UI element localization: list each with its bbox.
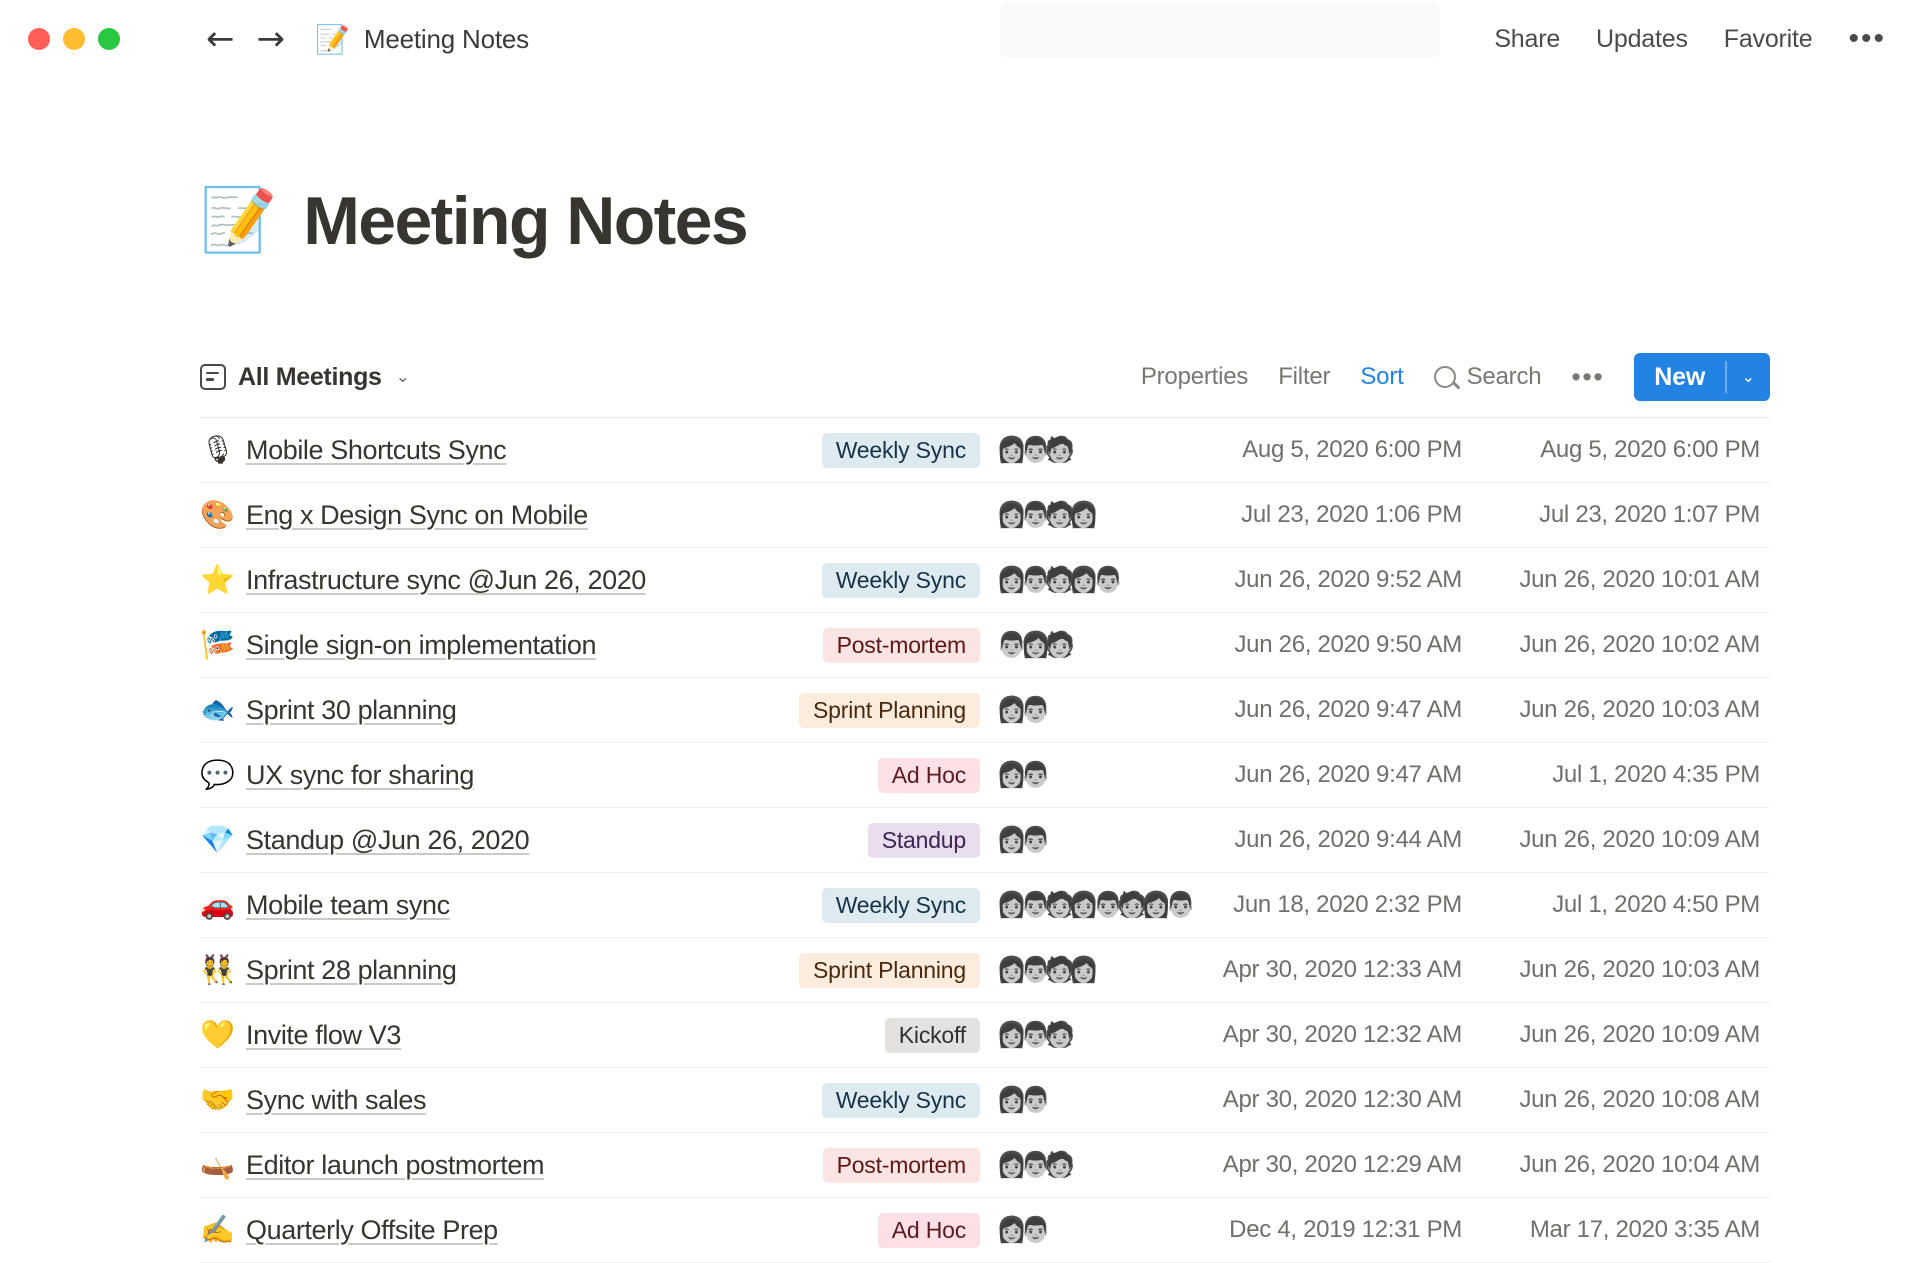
table-row[interactable]: [200, 938, 1770, 1003]
row-emoji-icon: 💬: [200, 759, 235, 791]
row-people-cell[interactable]: [990, 565, 1190, 594]
table-row[interactable]: [200, 743, 1770, 808]
avatar: 👨: [1020, 500, 1052, 529]
table-row[interactable]: [200, 483, 1770, 548]
view-tab-all-meetings[interactable]: [200, 363, 410, 392]
row-title-link[interactable]: Eng x Design Sync on Mobile: [246, 499, 588, 530]
row-created-date: Aug 5, 2020 6:00 PM: [1242, 436, 1462, 464]
avatar: 👨: [1020, 1150, 1052, 1179]
avatar: 🧑: [1044, 1020, 1076, 1049]
avatar: 👩: [1068, 955, 1100, 984]
row-created-date: Jun 26, 2020 9:50 AM: [1234, 631, 1462, 659]
titlebar-actions: [1494, 22, 1886, 56]
status-badge[interactable]: Sprint Planning: [799, 693, 980, 728]
search-label: Search: [1466, 363, 1542, 391]
close-window-button[interactable]: [28, 28, 50, 50]
avatar: 👩: [1068, 890, 1100, 919]
new-button-chevron-down-icon[interactable]: ⌄: [1741, 369, 1755, 387]
avatar: 👩: [1068, 500, 1100, 529]
row-emoji-icon: 🤝: [200, 1084, 235, 1116]
avatar: 🧑: [1044, 565, 1076, 594]
avatar: 👨: [1020, 955, 1052, 984]
avatar: 👨: [1020, 695, 1052, 724]
row-title-link[interactable]: Infrastructure sync @Jun 26, 2020: [246, 564, 646, 595]
ghost-artifact: [1000, 4, 1440, 58]
avatar: 👩: [996, 1215, 1028, 1244]
table-row[interactable]: [200, 1003, 1770, 1068]
avatar: 👩: [996, 565, 1028, 594]
maximize-window-button[interactable]: [98, 28, 120, 50]
forward-arrow-icon[interactable]: →: [256, 19, 285, 59]
row-people-cell[interactable]: [990, 955, 1190, 984]
row-tag-cell: [690, 1213, 990, 1248]
row-edited-date: Jun 26, 2020 10:01 AM: [1519, 566, 1760, 594]
list-view-icon: [200, 364, 226, 390]
search-icon: [1434, 366, 1456, 388]
row-tag-cell: [690, 563, 990, 598]
avatar: 👨: [1020, 825, 1052, 854]
row-emoji-icon: ⭐: [200, 564, 235, 596]
row-people-cell[interactable]: [990, 630, 1190, 659]
row-edited-date: Jun 26, 2020 10:04 AM: [1519, 1151, 1760, 1179]
page-emoji-icon[interactable]: 📝: [200, 185, 278, 255]
avatar: 👩: [1068, 565, 1100, 594]
avatar: 👩: [996, 955, 1028, 984]
sidebar-toggle-icon[interactable]: [146, 24, 180, 54]
row-tag-cell: [690, 758, 990, 793]
avatar: 🧑: [1044, 500, 1076, 529]
row-edited-date: Jun 26, 2020 10:03 AM: [1519, 696, 1760, 724]
row-people-cell[interactable]: [990, 825, 1190, 854]
row-people-cell[interactable]: [990, 695, 1190, 724]
row-tag-cell: [690, 628, 990, 663]
row-tag-cell: [690, 693, 990, 728]
row-title-link[interactable]: Sprint 30 planning: [246, 694, 457, 725]
row-people-cell[interactable]: [990, 1215, 1190, 1244]
page-content: [0, 78, 1920, 1263]
avatar: 👨: [1164, 890, 1197, 919]
table-row[interactable]: [200, 418, 1770, 483]
row-emoji-icon: 🎏: [200, 629, 235, 661]
back-arrow-icon[interactable]: ←: [206, 19, 235, 59]
row-people-cell[interactable]: [990, 890, 1197, 919]
table-row[interactable]: [200, 548, 1770, 613]
row-people-cell[interactable]: [990, 1085, 1190, 1114]
status-badge[interactable]: Weekly Sync: [822, 1083, 980, 1118]
row-people-cell[interactable]: [990, 1020, 1190, 1049]
window-titlebar: [0, 0, 1920, 78]
row-edited-date: Jul 1, 2020 4:35 PM: [1552, 761, 1760, 789]
row-title-link[interactable]: Editor launch postmortem: [246, 1149, 545, 1180]
row-tag-cell: [690, 888, 990, 923]
page-header: [0, 78, 1920, 305]
view-tab-label: All Meetings: [238, 362, 382, 391]
row-title-link[interactable]: Mobile Shortcuts Sync: [246, 434, 507, 465]
minimize-window-button[interactable]: [63, 28, 85, 50]
favorite-button[interactable]: Favorite: [1723, 24, 1813, 53]
avatar: 🧑: [1044, 1150, 1076, 1179]
row-emoji-icon: 🐟: [200, 694, 235, 726]
row-edited-date: Jun 26, 2020 10:08 AM: [1519, 1086, 1760, 1114]
toolbar-actions: [1141, 353, 1770, 401]
avatar: 👨: [1092, 890, 1124, 919]
status-badge[interactable]: Post-mortem: [823, 628, 980, 663]
avatar: 👩: [996, 1085, 1028, 1114]
row-tag-cell: [690, 1018, 990, 1053]
avatar: 👩: [996, 825, 1028, 854]
row-tag-cell: [690, 1083, 990, 1118]
table-row[interactable]: [200, 1198, 1770, 1263]
row-created-date: Jul 23, 2020 1:06 PM: [1241, 501, 1462, 529]
table-row[interactable]: [200, 1133, 1770, 1198]
row-emoji-icon: 🎨: [200, 499, 235, 531]
status-badge[interactable]: Ad Hoc: [878, 758, 980, 793]
avatar: 👨: [1020, 565, 1052, 594]
row-title-link[interactable]: Quarterly Offsite Prep: [246, 1214, 498, 1245]
row-emoji-icon: 🚗: [200, 889, 235, 921]
row-edited-date: Mar 17, 2020 3:35 AM: [1529, 1216, 1760, 1244]
avatar: 🧑: [1044, 630, 1076, 659]
avatar: 👩: [996, 435, 1028, 464]
row-created-date: Apr 30, 2020 12:29 AM: [1222, 1151, 1462, 1179]
avatar: 🧑: [1044, 435, 1076, 464]
row-tag-cell: [690, 433, 990, 468]
avatar: 🧑: [1044, 955, 1076, 984]
new-button-label: New: [1654, 362, 1706, 391]
avatar: 👩: [996, 1150, 1028, 1179]
row-title-link[interactable]: Invite flow V3: [246, 1019, 401, 1050]
table-row[interactable]: [200, 873, 1770, 938]
toolbar-more-options-icon[interactable]: •••: [1571, 361, 1605, 392]
avatar: 👨: [996, 630, 1028, 659]
row-title-link[interactable]: Standup @Jun 26, 2020: [246, 824, 530, 855]
avatar: 🧑: [1116, 890, 1148, 919]
avatar: 👨: [1020, 760, 1052, 789]
avatar: 👩: [996, 1020, 1028, 1049]
row-edited-date: Jun 26, 2020 10:02 AM: [1519, 631, 1760, 659]
database-toolbar: [200, 353, 1770, 418]
avatar: 👨: [1020, 1085, 1052, 1114]
updates-button[interactable]: Updates: [1596, 24, 1688, 53]
row-tag-cell: [690, 1148, 990, 1183]
row-created-date: Apr 30, 2020 12:32 AM: [1222, 1021, 1462, 1049]
avatar: 🧑: [1044, 890, 1076, 919]
status-badge[interactable]: Weekly Sync: [822, 433, 980, 468]
avatar: 👩: [1140, 890, 1172, 919]
avatar: 👨: [1020, 1020, 1052, 1049]
row-people-cell[interactable]: [990, 760, 1190, 789]
status-badge[interactable]: Weekly Sync: [822, 563, 980, 598]
row-title-link[interactable]: Sync with sales: [246, 1084, 427, 1115]
avatar: 👨: [1020, 435, 1052, 464]
meeting-notes-list: [200, 418, 1770, 1263]
row-edited-date: Jun 26, 2020 10:09 AM: [1519, 1021, 1760, 1049]
status-badge[interactable]: Sprint Planning: [799, 953, 980, 988]
table-row[interactable]: [200, 613, 1770, 678]
breadcrumb-emoji-icon: 📝: [315, 23, 350, 55]
row-created-date: Jun 26, 2020 9:47 AM: [1234, 761, 1462, 789]
chevron-down-icon[interactable]: ⌄: [395, 367, 410, 387]
search-button[interactable]: [1434, 363, 1542, 391]
table-row[interactable]: [200, 808, 1770, 873]
row-created-date: Apr 30, 2020 12:30 AM: [1222, 1086, 1462, 1114]
row-created-date: Jun 26, 2020 9:44 AM: [1234, 826, 1462, 854]
table-row[interactable]: [200, 678, 1770, 743]
row-emoji-icon: 👯: [200, 954, 235, 986]
sort-button[interactable]: Sort: [1360, 363, 1404, 391]
avatar: 👩: [996, 500, 1028, 529]
avatar: 👩: [996, 695, 1028, 724]
row-edited-date: Aug 5, 2020 6:00 PM: [1540, 436, 1760, 464]
row-emoji-icon: ✍: [200, 1214, 235, 1246]
avatar: 👨: [1020, 1215, 1052, 1244]
avatar: 👨: [1020, 890, 1052, 919]
new-button[interactable]: [1634, 353, 1770, 401]
row-created-date: Dec 4, 2019 12:31 PM: [1229, 1216, 1462, 1244]
window-controls: [28, 28, 120, 50]
status-badge[interactable]: Weekly Sync: [822, 888, 980, 923]
avatar: 👩: [1020, 630, 1052, 659]
row-created-date: Jun 26, 2020 9:47 AM: [1234, 696, 1462, 724]
window-more-options-icon[interactable]: •••: [1848, 22, 1886, 55]
row-created-date: Jun 26, 2020 9:52 AM: [1234, 566, 1462, 594]
row-emoji-icon: 🛶: [200, 1149, 235, 1181]
filter-button[interactable]: Filter: [1278, 363, 1331, 391]
share-button[interactable]: Share: [1494, 24, 1561, 53]
row-people-cell[interactable]: [990, 1150, 1190, 1179]
status-badge[interactable]: Post-mortem: [823, 1148, 980, 1183]
row-created-date: Jun 18, 2020 2:32 PM: [1233, 891, 1462, 919]
row-emoji-icon: 💛: [200, 1019, 235, 1051]
row-emoji-icon: 💎: [200, 824, 235, 856]
row-title-link[interactable]: Single sign-on implementation: [246, 629, 597, 660]
avatar: 👩: [996, 760, 1028, 789]
status-badge[interactable]: Kickoff: [885, 1018, 980, 1053]
row-tag-cell: [690, 823, 990, 858]
row-emoji-icon: 🎙: [200, 434, 236, 466]
avatar: 👨: [1092, 565, 1124, 594]
status-badge[interactable]: Ad Hoc: [878, 1213, 980, 1248]
breadcrumb[interactable]: [315, 23, 529, 56]
row-people-cell[interactable]: [990, 500, 1190, 529]
row-edited-date: Jun 26, 2020 10:09 AM: [1519, 826, 1760, 854]
status-badge[interactable]: Standup: [868, 823, 980, 858]
avatar: 👩: [996, 890, 1028, 919]
row-edited-date: Jul 23, 2020 1:07 PM: [1539, 501, 1760, 529]
table-row[interactable]: [200, 1068, 1770, 1133]
page-title: Meeting Notes: [303, 182, 748, 259]
row-title-link[interactable]: Mobile team sync: [246, 889, 450, 920]
row-tag-cell: [690, 953, 990, 988]
breadcrumb-title: Meeting Notes: [363, 23, 529, 54]
row-title-link[interactable]: UX sync for sharing: [246, 759, 474, 790]
row-created-date: Apr 30, 2020 12:33 AM: [1222, 956, 1462, 984]
row-edited-date: Jul 1, 2020 4:50 PM: [1552, 891, 1760, 919]
row-people-cell[interactable]: [990, 435, 1190, 464]
row-edited-date: Jun 26, 2020 10:03 AM: [1519, 956, 1760, 984]
row-title-link[interactable]: Sprint 28 planning: [246, 954, 457, 985]
properties-button[interactable]: Properties: [1140, 363, 1249, 391]
